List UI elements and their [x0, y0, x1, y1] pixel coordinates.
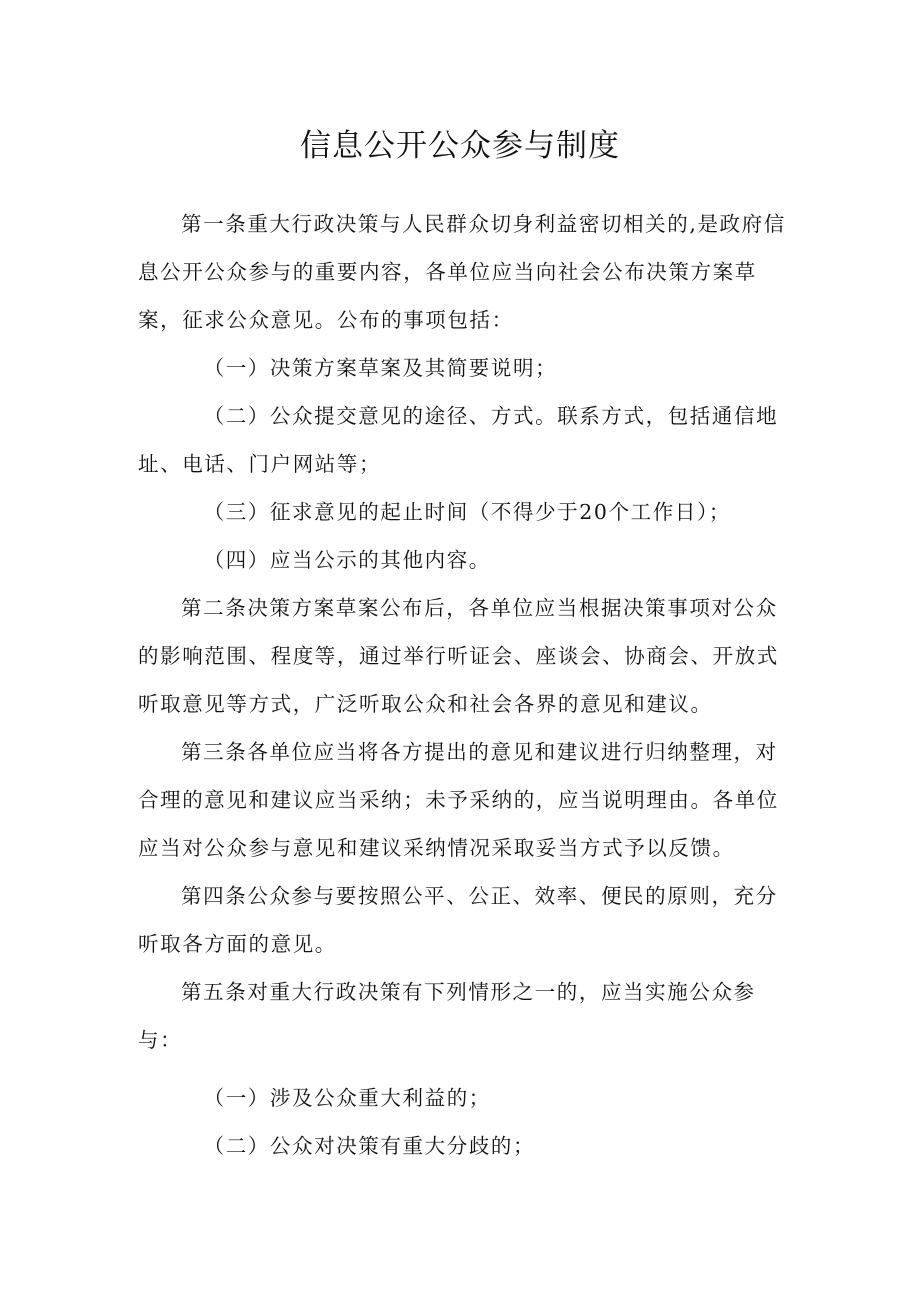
- document-title: 信息公开公众参与制度: [300, 128, 620, 164]
- article-2-paragraph: 第二条决策方案草案公布后，各单位应当根据决策事项对公众的影响范围、程度等，通过举行听证会、座谈会、协商会、开放式听取意见等方式，广泛听取公众和社会各界的意见和建议。: [138, 596, 779, 716]
- article-5-paragraph: 第五条对重大行政决策有下列情形之一的，应当实施公众参与：: [138, 980, 756, 1052]
- article-1-item-2: （二）公众提交意见的途径、方式。联系方式，包括通信地址、电话、门户网站等；: [138, 404, 779, 476]
- article-1-paragraph: 第一条重大行政决策与人民群众切身利益密切相关的,是政府信息公开公众参与的重要内容，各单位应当向社会公布决策方案草案，征求公众意见。公布的事项包括：: [138, 212, 786, 332]
- article-5-item-2: （二）公众对决策有重大分歧的；: [203, 1134, 536, 1158]
- article-1-item-4: （四）应当公示的其他内容。: [203, 548, 491, 572]
- article-1-item-3: （三）征求意见的起止时间（不得少于20个工作日）；: [203, 500, 731, 524]
- article-4-paragraph: 第四条公众参与要按照公平、公正、效率、便民的原则，充分听取各方面的意见。: [138, 884, 778, 956]
- article-3-paragraph: 第三条各单位应当将各方提出的意见和建议进行归纳整理，对合理的意见和建议应当采纳；未予采纳的，应当说明理由。各单位应当对公众参与意见和建议采纳情况采取妥当方式予以反馈。: [138, 740, 779, 860]
- document-body: [138, 200, 798, 1170]
- article-5-item-1: （一）涉及公众重大利益的；: [203, 1086, 491, 1110]
- article-1-item-1: （一）决策方案草案及其简要说明；: [203, 356, 558, 380]
